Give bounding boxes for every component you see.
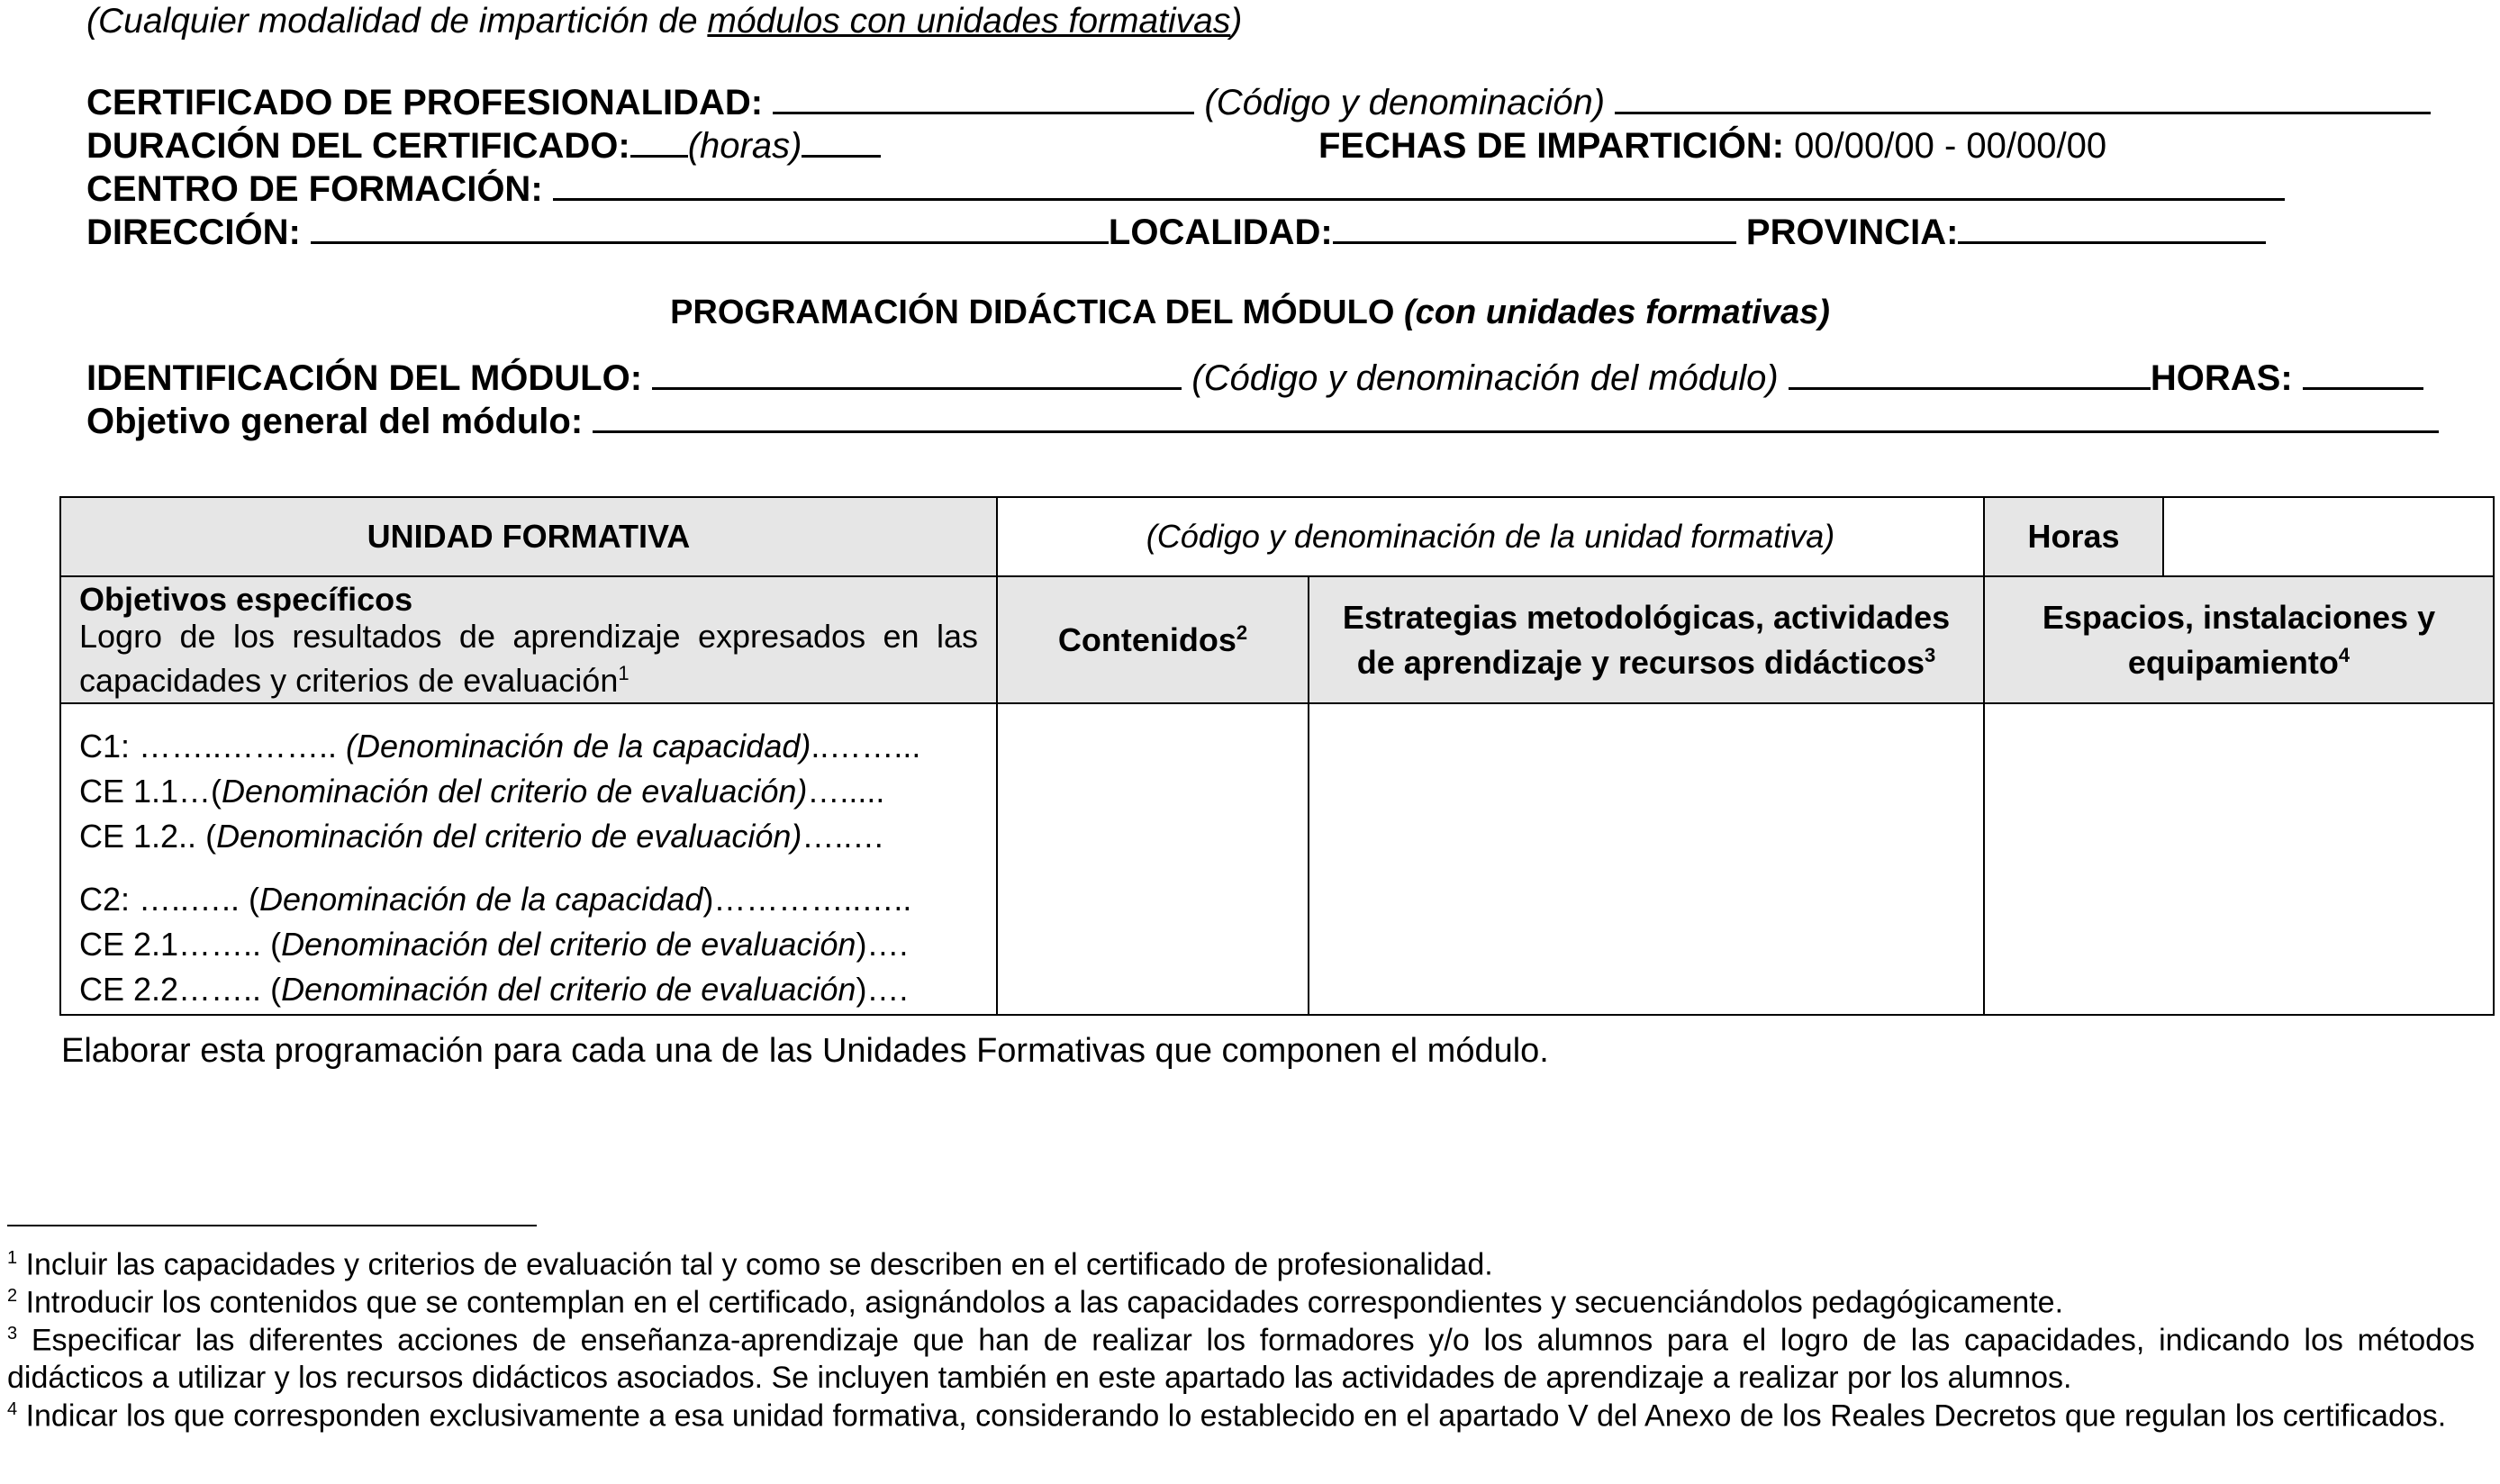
provincia-label: PROVINCIA: xyxy=(1745,213,1959,252)
fechas-label: FECHAS DE IMPARTICIÓN: xyxy=(1318,126,1785,166)
localidad-label: LOCALIDAD: xyxy=(1108,213,1333,252)
criteria-c1 xyxy=(79,724,978,769)
uf-header-row xyxy=(60,497,2494,576)
identificacion-code-blank[interactable] xyxy=(652,386,1182,390)
intro-suffix: ) xyxy=(1230,2,1243,41)
closing-sentence: Elaborar esta programación para cada una de las Unidades Formativas que componen el módulo. xyxy=(61,1032,1549,1070)
criteria-ce12 xyxy=(79,814,978,859)
uf-hint-cell[interactable] xyxy=(997,497,1984,576)
estrategias-label: Estrategias metodológicas, actividades de aprendizaje y recursos didácticos xyxy=(1342,598,1951,681)
identificacion-hint: (Código y denominación del módulo) xyxy=(1191,358,1779,398)
uf-horas-label-cell xyxy=(1984,497,2163,576)
espacios-header-cell xyxy=(1984,576,2494,703)
estrategias-body-cell[interactable] xyxy=(1309,703,1984,1015)
footnote-3-text: Especificar las diferentes acciones de enseñanza-aprendizaje que han de realizar los formadores y/o los alumnos para el logro de las capacidades, indicando los métodos didácticos a utilizar y los recursos didácticos asociados. Se incluyen también en este apartado las actividades de aprendizaje a realizar por los alumnos. xyxy=(7,1323,2475,1396)
criteria-ce11 xyxy=(79,769,978,814)
espacios-body-cell[interactable] xyxy=(1984,703,2494,1015)
certificado-label: CERTIFICADO DE PROFESIONALIDAD: xyxy=(86,83,764,122)
ce22-suffix: )…. xyxy=(856,971,909,1008)
footnote-4 xyxy=(7,1390,2475,1434)
footnote-separator xyxy=(7,1225,537,1226)
criteria-ce22 xyxy=(79,967,978,1012)
objetivos-desc-wrap xyxy=(79,618,978,699)
c2-suffix: )…………..….. xyxy=(702,881,912,918)
unidad-formativa-table xyxy=(59,496,2495,1016)
direccion-blank[interactable] xyxy=(311,240,1109,244)
certificado-hint: (Código y denominación) xyxy=(1204,83,1606,122)
intro-underlined: módulos con unidades formativas xyxy=(707,2,1231,41)
objetivo-label: Objetivo general del módulo: xyxy=(86,402,584,441)
localidad-blank[interactable] xyxy=(1333,240,1736,244)
programacion-title-bold: PROGRAMACIÓN DIDÁCTICA DEL MÓDULO xyxy=(670,294,1395,331)
certificado-code-blank[interactable] xyxy=(773,111,1194,114)
objetivos-sup: 1 xyxy=(618,662,630,684)
footnote-2-text: Introducir los contenidos que se contemplan en el certificado, asignándolos a las capacidades correspondientes y secuenciándolos pedagógicamente. xyxy=(25,1285,2064,1320)
ce21-prefix: CE 2.1…….. ( xyxy=(79,926,282,963)
programacion-title-italic: (con unidades formativas) xyxy=(1403,294,1830,331)
horas-label: HORAS: xyxy=(2150,358,2293,398)
espacios-sup: 4 xyxy=(2338,643,2351,666)
ce12-prefix: CE 1.2.. ( xyxy=(79,818,217,855)
ce22-prefix: CE 2.2…….. ( xyxy=(79,971,282,1008)
contenidos-body-cell[interactable] xyxy=(997,703,1309,1015)
objetivos-header-cell xyxy=(60,576,997,703)
footnote-4-text: Indicar los que corresponden exclusivamente a esa unidad formativa, considerando lo establecido en el apartado V del Anexo de los Reales Decretos que regulan los certificados. xyxy=(25,1398,2447,1434)
provincia-blank[interactable] xyxy=(1958,240,2266,244)
uf-horas-value-cell[interactable] xyxy=(2163,497,2494,576)
objetivo-row xyxy=(86,402,2439,442)
ce11-denom: Denominación del criterio de evaluación) xyxy=(222,773,808,810)
certificado-row xyxy=(86,83,2431,123)
footnote-3 xyxy=(7,1315,2475,1397)
c2-prefix: C2: …..….. ( xyxy=(79,881,260,918)
criteria-row xyxy=(60,703,2494,1015)
espacios-label: Espacios, instalaciones y equipamiento xyxy=(2042,598,2436,681)
ce22-denom: Denominación del criterio de evaluación xyxy=(281,971,856,1008)
duracion-blank-right[interactable] xyxy=(802,154,881,158)
ce12-denom: Denominación del criterio de evaluación) xyxy=(216,818,802,855)
programacion-title xyxy=(0,294,2500,332)
footnote-4-num: 4 xyxy=(7,1399,18,1419)
criteria-c2 xyxy=(79,877,978,922)
ce12-suffix: …..… xyxy=(802,818,885,855)
objetivo-blank[interactable] xyxy=(593,430,2439,433)
c2-denom: Denominación de la capacidad xyxy=(259,881,703,918)
identificacion-label: IDENTIFICACIÓN DEL MÓDULO: xyxy=(86,358,643,398)
footnote-1-text: Incluir las capacidades y criterios de evaluación tal y como se describen en el certificado de profesionalidad. xyxy=(25,1247,1493,1282)
duracion-label: DURACIÓN DEL CERTIFICADO: xyxy=(86,126,630,166)
uf-horas-label: Horas xyxy=(2027,518,2120,555)
criteria-ce21 xyxy=(79,922,978,967)
footnote-2-num: 2 xyxy=(7,1286,18,1306)
c1-denom: (Denominación de la capacidad) xyxy=(346,728,811,765)
columns-header-row xyxy=(60,576,2494,703)
fechas-value: 00/00/00 - 00/00/00 xyxy=(1794,126,2107,166)
ce21-denom: Denominación del criterio de evaluación xyxy=(281,926,856,963)
uf-label-cell xyxy=(60,497,997,576)
fechas-row xyxy=(1318,126,2106,167)
centro-label: CENTRO DE FORMACIÓN: xyxy=(86,169,543,209)
identificacion-name-blank[interactable] xyxy=(1789,386,2151,390)
contenidos-label: Contenidos xyxy=(1057,620,1236,658)
footnote-3-num: 3 xyxy=(7,1324,18,1344)
ce11-suffix: …..... xyxy=(807,773,885,810)
identificacion-row xyxy=(86,358,2423,399)
centro-blank[interactable] xyxy=(553,197,2285,201)
direccion-label: DIRECCIÓN: xyxy=(86,213,301,252)
centro-row xyxy=(86,169,2285,210)
ce11-prefix: CE 1.1…( xyxy=(79,773,222,810)
footnote-1-num: 1 xyxy=(7,1248,18,1268)
certificado-name-blank[interactable] xyxy=(1615,111,2431,114)
contenidos-header-cell xyxy=(997,576,1309,703)
contenidos-sup: 2 xyxy=(1236,620,1248,644)
duracion-row xyxy=(86,126,881,167)
uf-hint: (Código y denominación de la unidad formativa) xyxy=(1146,518,1835,555)
objetivos-desc: Logro de los resultados de aprendizaje expresados en las capacidades y criterios de evaluación xyxy=(79,618,978,699)
criteria-cell[interactable] xyxy=(60,703,997,1015)
objetivos-title: Objetivos específicos xyxy=(79,581,413,618)
intro-prefix: (Cualquier modalidad de impartición de xyxy=(86,2,708,41)
ce21-suffix: )…. xyxy=(856,926,909,963)
intro-line xyxy=(86,2,1242,41)
duracion-hint: (horas) xyxy=(687,126,802,166)
c1-suffix: ..……... xyxy=(811,728,921,765)
uf-label: UNIDAD FORMATIVA xyxy=(367,518,691,555)
horas-blank[interactable] xyxy=(2303,386,2423,390)
estrategias-sup: 3 xyxy=(1925,643,1936,666)
duracion-blank-left[interactable] xyxy=(630,154,688,158)
estrategias-header-cell xyxy=(1309,576,1984,703)
direccion-row xyxy=(86,213,2266,253)
c1-prefix: C1: ……..……….. xyxy=(79,728,347,765)
